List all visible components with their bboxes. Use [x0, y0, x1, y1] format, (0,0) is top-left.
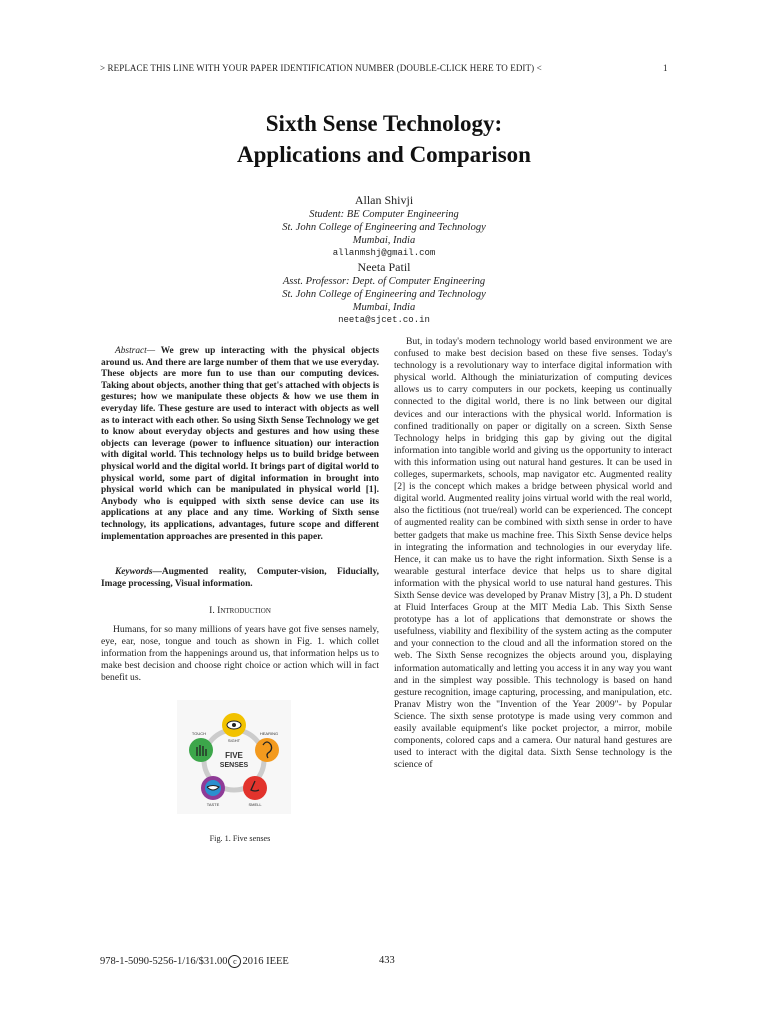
author-1-college: St. John College of Engineering and Technology	[282, 222, 486, 233]
page-number-top: 1	[663, 63, 668, 73]
footer-page-number: 433	[379, 955, 395, 966]
senses-label: SENSES	[219, 762, 249, 769]
author-1-name: Allan Shivji	[354, 193, 414, 207]
title-line-2: Applications and Comparison	[237, 142, 531, 167]
isbn-suffix: 2016 IEEE	[242, 955, 289, 967]
author-1-email: allanmshj@gmail.com	[332, 248, 436, 258]
hearing-label: HEARING	[259, 731, 279, 736]
intro-text: Humans, for so many millions of years have got five senses namely, eye, ear, nose, tongue and touch as shown in Fig. 1. which collet information from the happenings around us, that information helps us to make best decision and choose right choice or action which will in fact benefit us.	[101, 624, 379, 684]
sight-label: SIGHT	[227, 738, 241, 743]
author-2-city: Mumbai, India	[352, 302, 416, 313]
section-number: I.	[209, 605, 215, 616]
right-column-text: But, in today's modern technology world based environment we are confused to make best decision based on these five senses. Today's technology is a revolutionary way to interface digital information with physical world. Although the miniaturization of computing devices allows us to carry computers in our pockets, keeping us continually connected to the digital world, there is no link between our digital devices and our interactions with the physical world. Information is confined traditionally on paper or digitally on a screen. Sixth Sense Technology helps in bridging this gap by giving out the digital information into tangible world and giving us the opportunity to interact with this information using out natural hand gestures. It can be used in colleges, supermarkets, schools, map navigator etc. Augmented reality [2] is the concept which makes a bridge between physical world and digital world. Augmented reality joins virtual world with the real world, also the fictitious (not true/real) world can be experienced. The concept of augmented reality can be combined with sixth sense in order to have better gadgets that make us machine free. This Sixth Sense device helps in integrating the information and technologies in our everyday life. Hence, it can make us to have the right information. Sixth Sense is a wearable gestural interface device that helps us to share digital information with the physical world to use natural hand gestures. This Sixth Sense device was developed by Pranav Mistry [3], a Ph. D student at Fluid Interfaces Group at the MIT Media Lab. This Sixth Sense prototype has a lot of applications that demonstrate or shows the usefulness, viability and flexibility of the system acting as the computer and your connection to the cloud and all the information stored on the web. The Sixth Sense recognizes the objects around you, displaying information automatically and letting you access it in any way you want and in the simplest way possible. This technology is based on hand gesture recognition, image capturing, processing, and manipulation, etc. Pranav Mistry won the "Invention of the Year 2009"- by Popular Science. The sixth sense prototype is made using very common and easily available equipment's like pocket projector, a mirror, mobile components, colored caps and a camera. Our natural hand gestures are used to interact with the digital data. Sixth Sense technology is the science of	[394, 336, 672, 771]
five-senses-figure	[177, 700, 291, 814]
taste-label: TASTE	[206, 802, 220, 807]
keywords	[101, 567, 379, 590]
figure-caption: Fig. 1. Five senses	[209, 834, 271, 843]
introduction-paragraph	[101, 624, 379, 684]
touch-circle	[189, 738, 213, 762]
author-2-role: Asst. Professor: Dept. of Computer Engineering	[282, 276, 486, 287]
keywords-text: Augmented reality, Computer-vision, Fiducially, Image processing, Visual information.	[101, 567, 379, 589]
section-title: Introduction	[217, 605, 271, 616]
copyright-icon: c	[228, 955, 241, 968]
author-2-college: St. John College of Engineering and Technology	[282, 289, 486, 300]
footer-isbn	[100, 955, 289, 968]
author-2-name: Neeta Patil	[357, 260, 411, 274]
smell-label: SMELL	[248, 802, 262, 807]
five-senses-diagram	[177, 700, 291, 814]
author-1-city: Mumbai, India	[352, 235, 416, 246]
touch-label: TOUCH	[191, 731, 207, 736]
isbn-prefix: 978-1-5090-5256-1/16/$31.00	[100, 955, 228, 967]
author-block	[0, 193, 768, 327]
abstract	[101, 346, 379, 543]
five-label: FIVE	[225, 751, 243, 760]
title-line-1: Sixth Sense Technology:	[265, 111, 503, 136]
abstract-text: We grew up interacting with the physical objects around us. And there are large number of them that we use everyday. These objects are more fun to use than our computing devices. Taking about objects, another thing that get's attached with objects is gestures; how we manipulate these objects & how we use them in everyday life. These gesture are used to interact with objects as well as to interact with each other. So using Sixth Sense Technology we get to know about everyday objects and gestures and how using these objects can leverage (power to influence situation) our interaction with digital world. This technology helps us to build bridge between physical world and the digital world. It brings part of digital world to physical world, some part of digital information in brought into physical world which can be manipulated in physical world [1]. Anybody who is equipped with sixth sense device can use its applications at any place and any time. Working of Sixth sense technology, its applications, advantages, future scope and different implementation approaches are presented in this paper.	[101, 346, 379, 542]
keywords-lead: Keywords—	[115, 567, 162, 577]
section-heading-introduction	[101, 605, 379, 616]
abstract-lead: Abstract—	[115, 346, 156, 356]
author-2-email: neeta@sjcet.co.in	[338, 315, 430, 325]
paper-id-header: > REPLACE THIS LINE WITH YOUR PAPER IDENTIFICATION NUMBER (DOUBLE-CLICK HERE TO EDIT) <	[100, 63, 542, 73]
paper-title	[0, 108, 768, 170]
smell-circle	[243, 776, 267, 800]
author-1-role: Student: BE Computer Engineering	[309, 209, 459, 220]
right-column	[394, 336, 672, 771]
